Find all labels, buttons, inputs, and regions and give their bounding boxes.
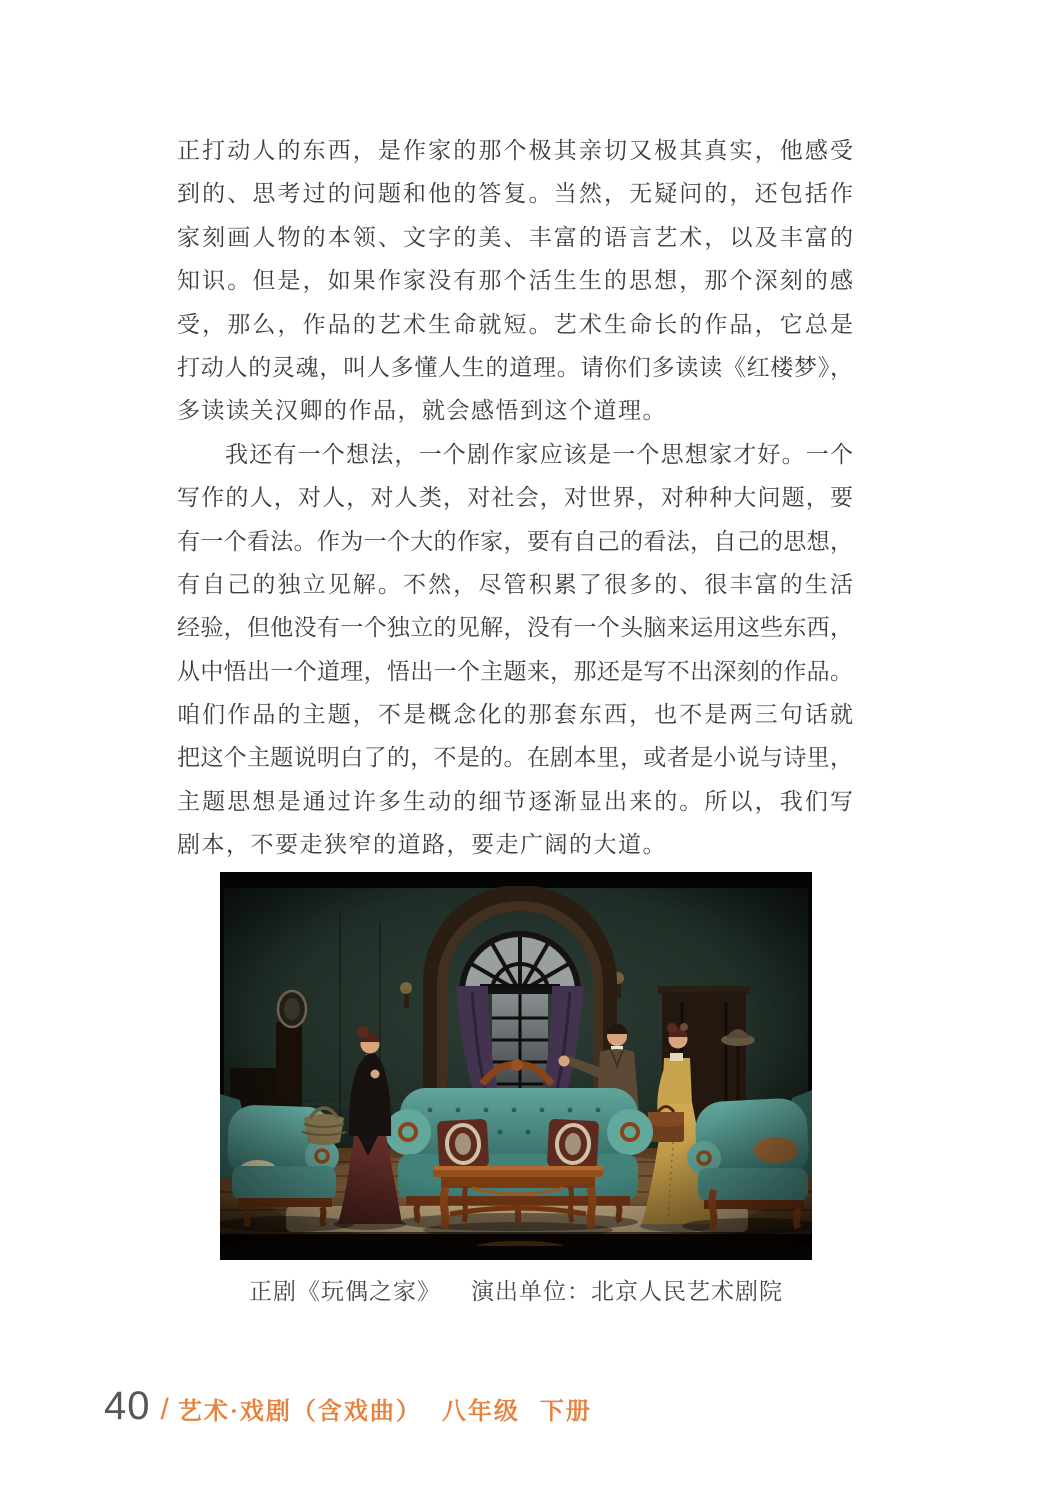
text-line: 写作的人，对人，对人类，对社会，对世界，对种种大问题，要 <box>177 485 853 511</box>
footer-grade: 八年级 <box>441 1399 520 1425</box>
text-line: 经验，但他没有一个独立的见解，没有一个头脑来运用这些东西， <box>177 615 853 641</box>
footer-book-title: 艺术·戏剧（含戏曲） <box>177 1399 422 1425</box>
page-number: 40 <box>104 1384 151 1428</box>
text-line: 主题思想是通过许多生动的细节逐渐显出来的。所以，我们写 <box>177 788 853 814</box>
text-line: 有自己的独立见解。不然，尽管积累了很多的、很丰富的生活 <box>177 571 853 597</box>
text-line: 从中悟出一个道理，悟出一个主题来，那还是写不出深刻的作品。 <box>177 658 853 684</box>
page-footer <box>104 1384 592 1429</box>
text-line: 知识。但是，如果作家没有那个活生生的思想，那个深刻的感 <box>177 268 853 294</box>
caption-title: 正剧《玩偶之家》 <box>249 1279 441 1304</box>
text-line: 家刻画人物的本领、文字的美、丰富的语言艺术，以及丰富的 <box>177 224 853 250</box>
footer-separator: / <box>160 1393 169 1426</box>
text-line: 多读读关汉卿的作品，就会感悟到这个道理。 <box>177 398 667 424</box>
text-line: 打动人的灵魂，叫人多懂人生的道理。请你们多读读《红楼梦》， <box>177 354 853 380</box>
footer-volume: 下册 <box>539 1399 592 1425</box>
text-line: 剧本，不要走狭窄的道路，要走广阔的大道。 <box>177 832 667 858</box>
stage-photo <box>220 872 812 1260</box>
caption-credit: 演出单位：北京人民艺术剧院 <box>471 1279 783 1304</box>
body-text <box>177 129 853 867</box>
text-line: 咱们作品的主题，不是概念化的那套东西，也不是两三句话就 <box>177 702 853 728</box>
figure-caption <box>220 1273 812 1306</box>
text-line: 我还有一个想法，一个剧作家应该是一个思想家才好。一个 <box>225 441 853 467</box>
text-line: 正打动人的东西，是作家的那个极其亲切又极其真实，他感受 <box>177 138 853 163</box>
text-line: 有一个看法。作为一个大的作家，要有自己的看法，自己的思想， <box>177 528 853 554</box>
text-line: 受，那么，作品的艺术生命就短。艺术生命长的作品，它总是 <box>177 311 853 337</box>
text-line: 到的、思考过的问题和他的答复。当然，无疑问的，还包括作 <box>177 181 853 207</box>
text-line: 把这个主题说明白了的，不是的。在剧本里，或者是小说与诗里， <box>177 745 853 771</box>
figure <box>220 872 812 1306</box>
